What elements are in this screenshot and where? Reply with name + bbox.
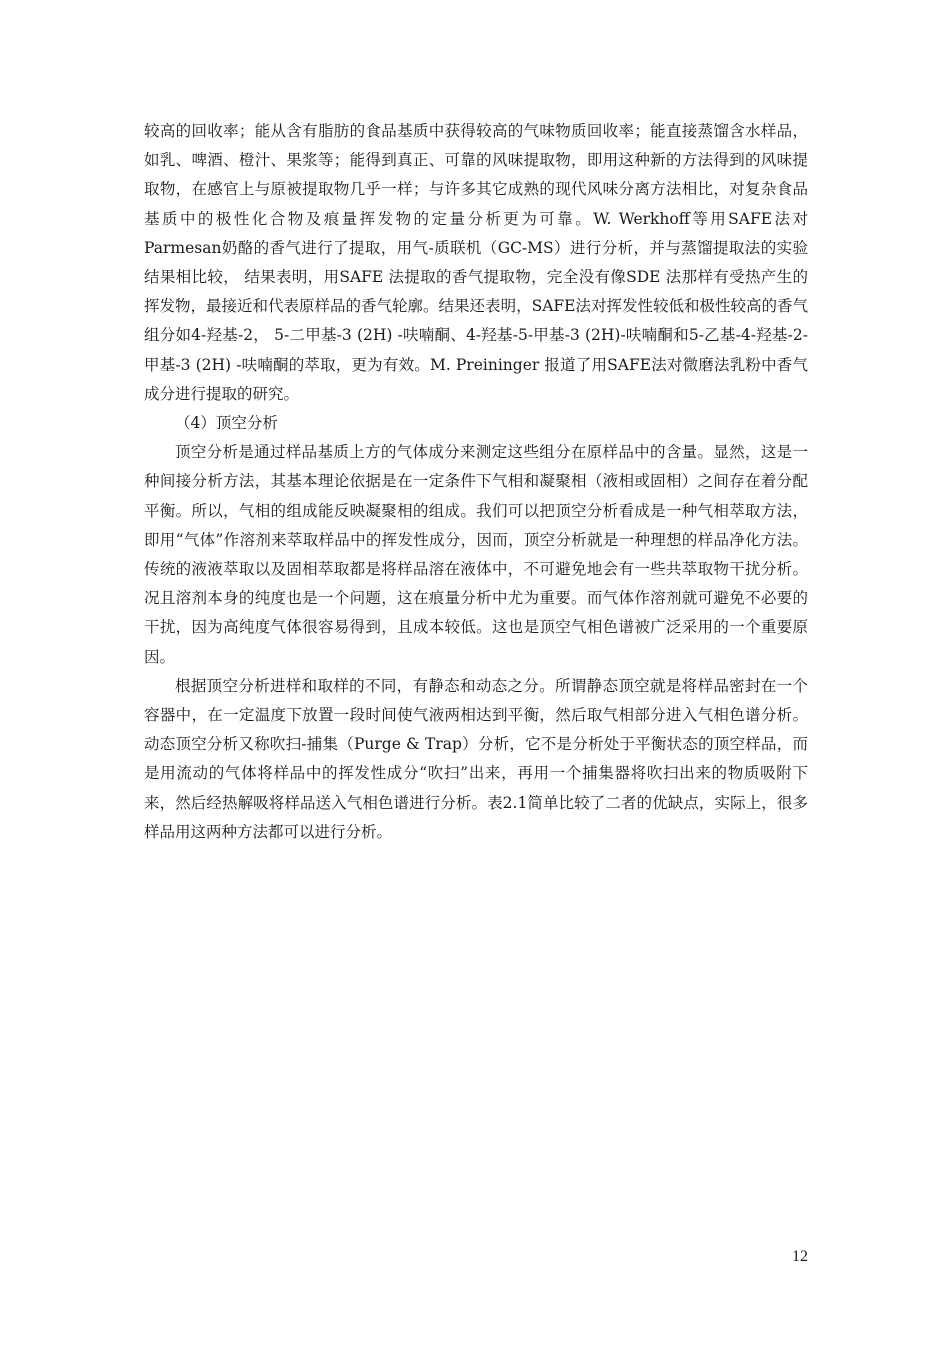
paragraph-headspace-intro: 顶空分析是通过样品基质上方的气体成分来测定这些组分在原样品中的含量。显然，这是一种间接分析方法，其基本理论依据是在一定条件下气相和凝聚相（液相或固相）之间存在着分配平衡。所以，气相的组成能反映凝聚相的组成。我们可以把顶空分析看成是一种气相萃取方法，即用“气体”作溶剂来萃取样品中的挥发性成分，因而，顶空分析就是一种理想的样品净化方法。传统的液液萃取以及固相萃取都是将样品溶在液体中，不可避免地会有一些共萃取物干扰分析。况且溶剂本身的纯度也是一个问题，这在痕量分析中尤为重要。而气体作溶剂就可避免不必要的干扰，因为高纯度气体很容易得到，且成本较低。这也是顶空气相色谱被广泛采用的一个重要原因。 [144,443,808,666]
paragraph-safe-method: 较高的回收率；能从含有脂肪的食品基质中获得较高的气味物质回收率；能直接蒸馏含水样品，如乳、啤酒、橙汁、果浆等；能得到真正、可靠的风味提取物，即用这种新的方法得到的风味提取物，在感官上与原被提取物几乎一样；与许多其它成熟的现代风味分离方法相比，对复杂食品基质中的极性化合物及痕量挥发物的定量分析更为可靠。W. Werkhoff等用SAFE法对Parmesan奶酪的香气进行了提取，用气-质联机（GC-MS）进行分析，并与蒸馏提取法的实验结果相比较， 结果表明，用SAFE 法提取的香气提取物，完全没有像SDE 法那样有受热产生的挥发物，最接近和代表原样品的香气轮廓。结果还表明，SAFE法对挥发性较低和极性较高的香气组分如4-羟基-2， 5-二甲基-3 (2H) -呋喃酮、4-羟基-5-甲基-3 (2H)-呋喃酮和5-乙基-4-羟基-2-甲基-3 (2H) -呋喃酮的萃取，更为有效。M. Preininger 报道了用SAFE法对微磨法乳粉中香气成分进行提取的研究。 [144,122,808,403]
section-heading-headspace: （4）顶空分析 [175,414,278,433]
page-number: 12 [792,1248,808,1265]
page-content [144,117,808,847]
paragraph-static-dynamic: 根据顶空分析进样和取样的不同，有静态和动态之分。所谓静态顶空就是将样品密封在一个容器中，在一定温度下放置一段时间使气液两相达到平衡，然后取气相部分进入气相色谱分析。动态顶空分析又称吹扫-捕集（Purge & Trap）分析，它不是分析处于平衡状态的顶空样品，而是用流动的气体将样品中的挥发性成分“吹扫”出来，再用一个捕集器将吹扫出来的物质吸附下来，然后经热解吸将样品送入气相色谱进行分析。表2.1简单比较了二者的优缺点，实际上，很多样品用这两种方法都可以进行分析。 [144,676,808,841]
